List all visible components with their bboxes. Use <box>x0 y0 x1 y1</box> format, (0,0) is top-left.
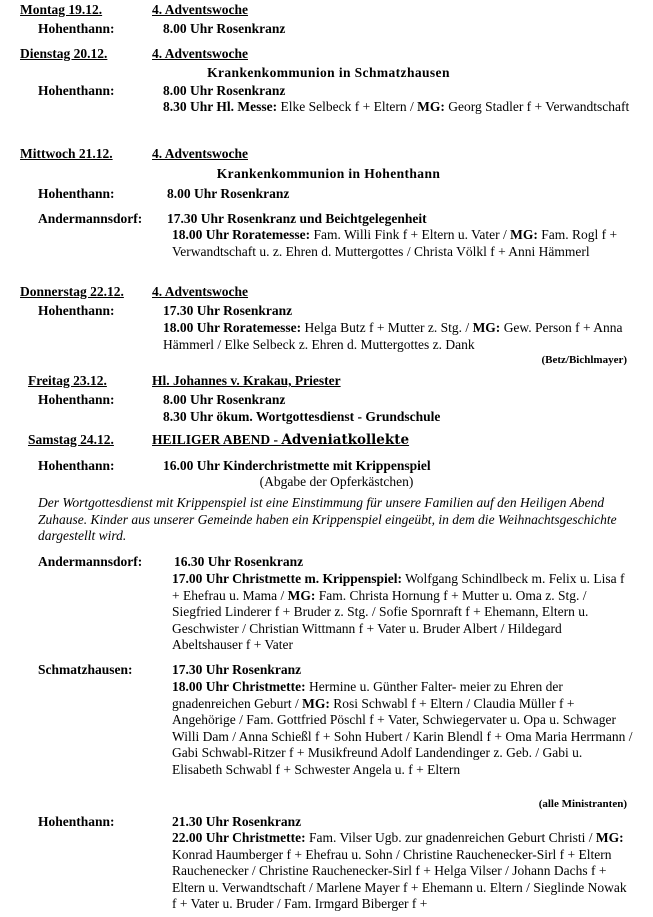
day-label: 4. Adventswoche <box>152 146 249 161</box>
entry: 17.30 Uhr Rosenkranz <box>163 303 293 318</box>
day-label <box>152 432 409 449</box>
mg-label: MG: <box>302 695 330 711</box>
place-label: Hohenthann: <box>38 814 115 829</box>
entry-text: Fam. Christa Hornung f + Mutter u. Oma z. Stg. / Siegfried Linderer f + Bruder z. Stg. / Sofie Spornraft f + Ehemann, Eltern u. Geschwister / Christian Wittmann f + Vater u. Bruder Albert / Hildegard Abeltshauser f + Vater <box>172 587 589 652</box>
entry-text: Fam. Rogl f + Verwandtschaft u. z. Ehren d. Muttergottes / Christa Völkl f + Anni Hämmerl <box>172 227 618 259</box>
day-date: Freitag 23.12. <box>28 373 107 388</box>
entry-time: 18.00 Uhr Christmette: <box>172 679 306 694</box>
day-label-text: HEILIGER ABEND - <box>152 432 282 447</box>
entry-time: 18.00 Uhr Roratemesse: <box>172 227 311 242</box>
place-label: Andermannsdorf: <box>38 554 143 569</box>
entry <box>172 830 633 913</box>
entry: 16.30 Uhr Rosenkranz <box>174 554 304 569</box>
entry-text: Georg Stadler f + Verwandtschaft <box>444 99 630 114</box>
entry <box>163 320 633 353</box>
entry: 8.00 Uhr Rosenkranz <box>163 392 286 407</box>
entry: 17.30 Uhr Rosenkranz und Beichtgelegenheit <box>167 211 427 226</box>
entry: 21.30 Uhr Rosenkranz <box>172 814 302 829</box>
center-note: (Abgabe der Opferkästchen) <box>259 474 414 489</box>
entry-text: Elke Selbeck f + Eltern / <box>277 99 418 114</box>
center-heading: Krankenkommunion in Schmatzhausen <box>207 65 450 80</box>
entry-time: 18.00 Uhr Roratemesse: <box>163 320 302 335</box>
day-label: 4. Adventswoche <box>152 284 249 299</box>
center-heading: Krankenkommunion in Hohenthann <box>216 166 441 181</box>
day-date: Samstag 24.12. <box>28 432 114 447</box>
entry: 16.00 Uhr Kinderchristmette mit Krippenspiel <box>163 458 431 473</box>
place-label: Hohenthann: <box>38 21 115 36</box>
place-label: Hohenthann: <box>38 303 115 318</box>
day-date: Donnerstag 22.12. <box>20 284 124 299</box>
entry-time: 17.00 Uhr Christmette m. Krippenspiel: <box>172 571 402 586</box>
day-label: 4. Adventswoche <box>152 2 249 17</box>
entry-text: Fam. Willi Fink f + Eltern u. Vater / <box>310 227 511 242</box>
note: (alle Ministranten) <box>538 798 627 810</box>
entry <box>163 99 633 116</box>
entry: 8.30 Uhr ökum. Wortgottesdienst - Grundschule <box>163 409 441 424</box>
day-date: Mittwoch 21.12. <box>20 146 113 161</box>
place-label: Hohenthann: <box>38 186 115 201</box>
place-label: Schmatzhausen: <box>38 662 133 677</box>
entry: 17.30 Uhr Rosenkranz <box>172 662 302 677</box>
collection-label: Adveniatkollekte <box>281 432 410 448</box>
place-label: Hohenthann: <box>38 458 115 473</box>
entry-text: Helga Butz f + Mutter z. Stg. / <box>301 320 473 335</box>
mg-label: MG: <box>287 587 316 603</box>
entry-time: 22.00 Uhr Christmette: <box>172 830 306 845</box>
entry-text: Hermine u. Günther Falter- meier zu Ehren der gnadenreichen Geburt / <box>172 679 563 711</box>
day-date: Montag 19.12. <box>20 2 103 17</box>
day-label: Hl. Johannes v. Krakau, Priester <box>152 373 341 388</box>
mg-label: MG: <box>417 99 445 114</box>
mg-label: MG: <box>510 227 538 242</box>
entry: 8.00 Uhr Rosenkranz <box>167 186 290 201</box>
entry-text: Konrad Haumberger f + Ehefrau u. Sohn / Christine Rauchenecker-Sirl f + Eltern Rauchenecker / Christine Rauchenecker-Sirl f + Helga Vilser / Johann Dachs f + Eltern u. Verwandtschaft / Marlene Mayer f + Ehemann u. Eltern / Sieglinde Nowak f + Vater u. Bruder / Fam. Irmgard Biberger f + <box>172 846 627 911</box>
entry-text: Rosi Schwabl f + Eltern / Claudia Müller f + Angehörige / Fam. Gottfried Pöschl f + Vater, Schwiegervater u. Opa u. Schwager Willi Dam / Anna Schießl f + Sohn Hubert / Karin Blendl f + Oma Maria Herrmann / Gabi Schwabl-Ritzer f + Musikfreund Adolf Landendinger z. Geb. / Gabi u. Elisabeth Schwabl f + Schwester Angela u. f + Eltern <box>172 695 633 777</box>
day-date: Dienstag 20.12. <box>20 46 108 61</box>
mg-label: MG: <box>595 830 624 845</box>
entry <box>172 679 633 778</box>
entry: 8.00 Uhr Rosenkranz <box>163 83 286 98</box>
entry-time: 8.30 Uhr Hl. Messe: <box>163 99 278 114</box>
entry-text: Gew. Person f + Anna Hämmerl / Elke Selbeck z. Ehren d. Muttergottes z. Dank <box>163 320 623 352</box>
entry-text: Wolfgang Schindlbeck m. Felix u. Lisa f + Ehefrau u. Mama / <box>172 571 625 603</box>
entry: 8.00 Uhr Rosenkranz <box>163 21 286 36</box>
entry-text: Fam. Vilser Ugb. zur gnadenreichen Geburt Christi / <box>305 830 596 845</box>
place-label: Hohenthann: <box>38 83 115 98</box>
place-label: Hohenthann: <box>38 392 115 407</box>
place-label: Andermannsdorf: <box>38 211 143 226</box>
day-label: 4. Adventswoche <box>152 46 249 61</box>
entry <box>172 571 633 654</box>
italic-note: Der Wortgottesdienst mit Krippenspiel ist eine Einstimmung für unsere Familien auf den Heiligen Abend Zuhause. Kinder aus unserer Gemeinde haben ein Krippenspiel eingeübt, in dem die Weihnachtsgeschichte dargestellt wird. <box>38 495 617 543</box>
note: (Betz/Bichlmayer) <box>541 354 627 366</box>
entry <box>172 227 633 260</box>
mg-label: MG: <box>472 320 501 335</box>
